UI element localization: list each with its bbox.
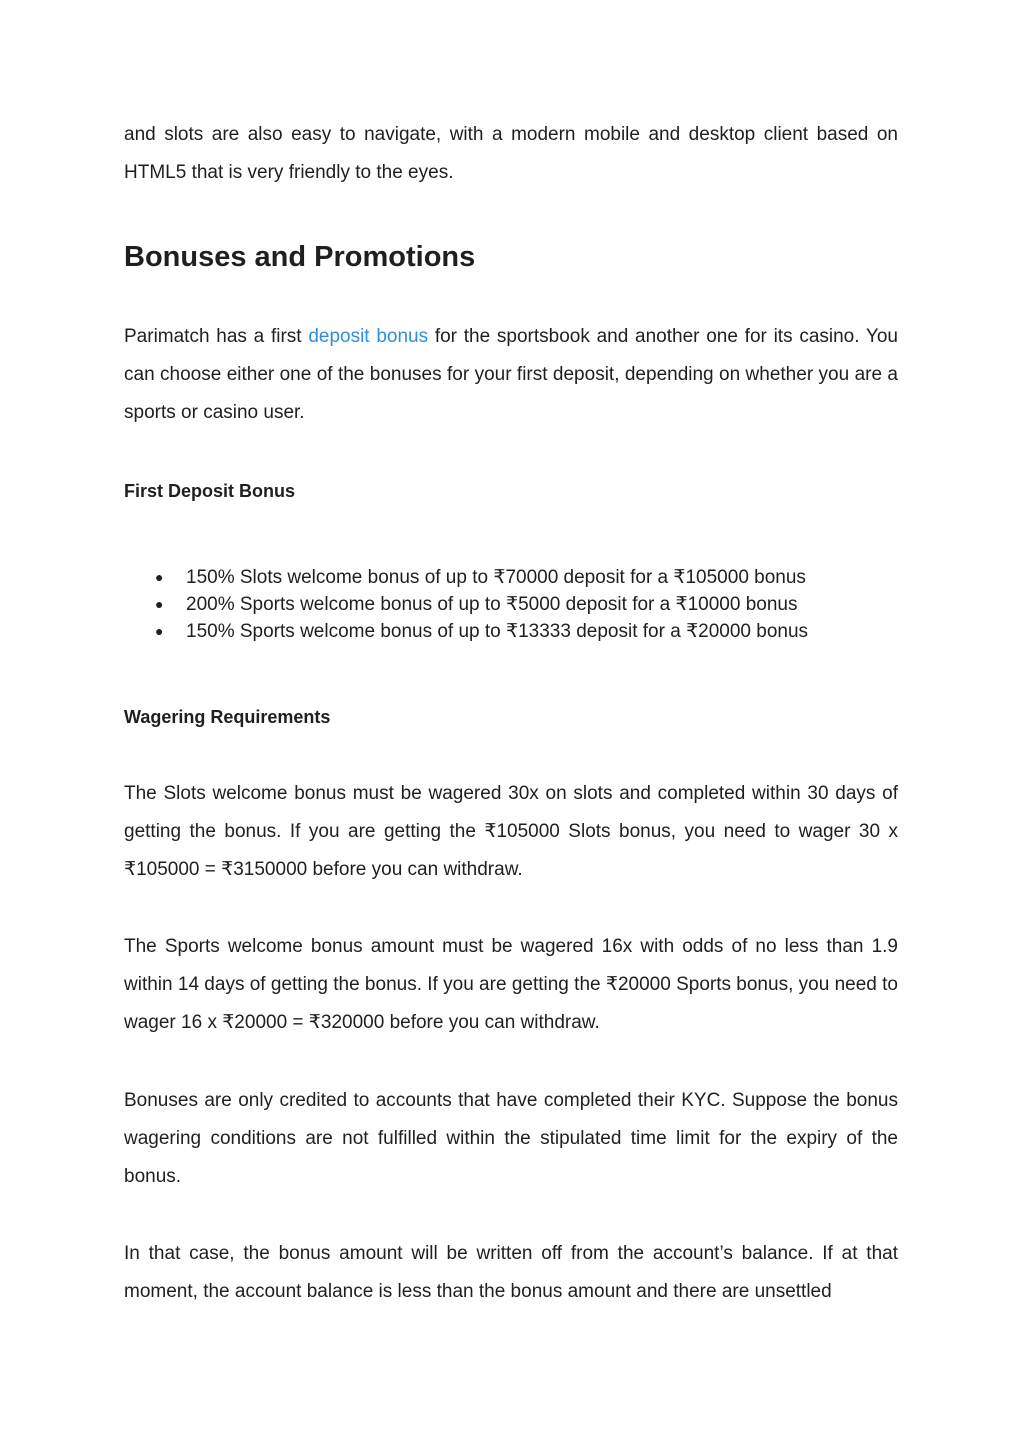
list-item bbox=[124, 564, 898, 591]
list-item-text: 150% Sports welcome bonus of up to ₹13333 deposit for a ₹20000 bonus bbox=[186, 621, 809, 642]
writeoff-paragraph: In that case, the bonus amount will be written off from the account’s balance. If at that moment, the account balance is less than the bonus amount and there are unsettled bbox=[124, 1243, 898, 1302]
first-deposit-heading: First Deposit Bonus bbox=[124, 481, 296, 501]
wagering-paragraph-slots: The Slots welcome bonus must be wagered 30x on slots and completed within 30 days of getting the bonus. If you are getting the ₹105000 Slots bonus, you need to wager 30 x ₹105000 = ₹3150000 before you can withdraw. bbox=[124, 783, 898, 880]
list-item-text: 200% Sports welcome bonus of up to ₹5000 deposit for a ₹10000 bonus bbox=[186, 594, 798, 615]
bullet-icon: ● bbox=[155, 596, 164, 612]
section-title: Bonuses and Promotions bbox=[124, 241, 476, 273]
bonus-intro-text-end: for the sportsbook and another one for its casino. You can choose either one of the bonuses for your first deposit, depending on whether you are a sports or casino user. bbox=[124, 326, 898, 423]
list-item bbox=[124, 591, 898, 618]
bullet-icon: ● bbox=[155, 569, 164, 585]
bonus-intro-paragraph bbox=[124, 318, 898, 432]
kyc-paragraph: Bonuses are only credited to accounts that have completed their KYC. Suppose the bonus wagering conditions are not fulfilled within the stipulated time limit for the expiry of the bonus. bbox=[124, 1090, 898, 1187]
list-item bbox=[124, 618, 898, 645]
wagering-heading: Wagering Requirements bbox=[124, 707, 331, 727]
bonus-list bbox=[124, 564, 898, 645]
bullet-icon: ● bbox=[155, 623, 164, 639]
list-item-text: 150% Slots welcome bonus of up to ₹70000 deposit for a ₹105000 bonus bbox=[186, 567, 806, 588]
deposit-bonus-link[interactable]: deposit bonus bbox=[308, 326, 429, 347]
bonus-intro-text-start: Parimatch has a first bbox=[124, 326, 309, 347]
wagering-paragraph-sports: The Sports welcome bonus amount must be wagered 16x with odds of no less than 1.9 within 14 days of getting the bonus. If you are getting the ₹20000 Sports bonus, you need to wager 16 x ₹20000 = ₹320000 before you can withdraw. bbox=[124, 936, 898, 1033]
intro-paragraph: and slots are also easy to navigate, with a modern mobile and desktop client based on HTML5 that is very friendly to the eyes. bbox=[124, 124, 898, 183]
